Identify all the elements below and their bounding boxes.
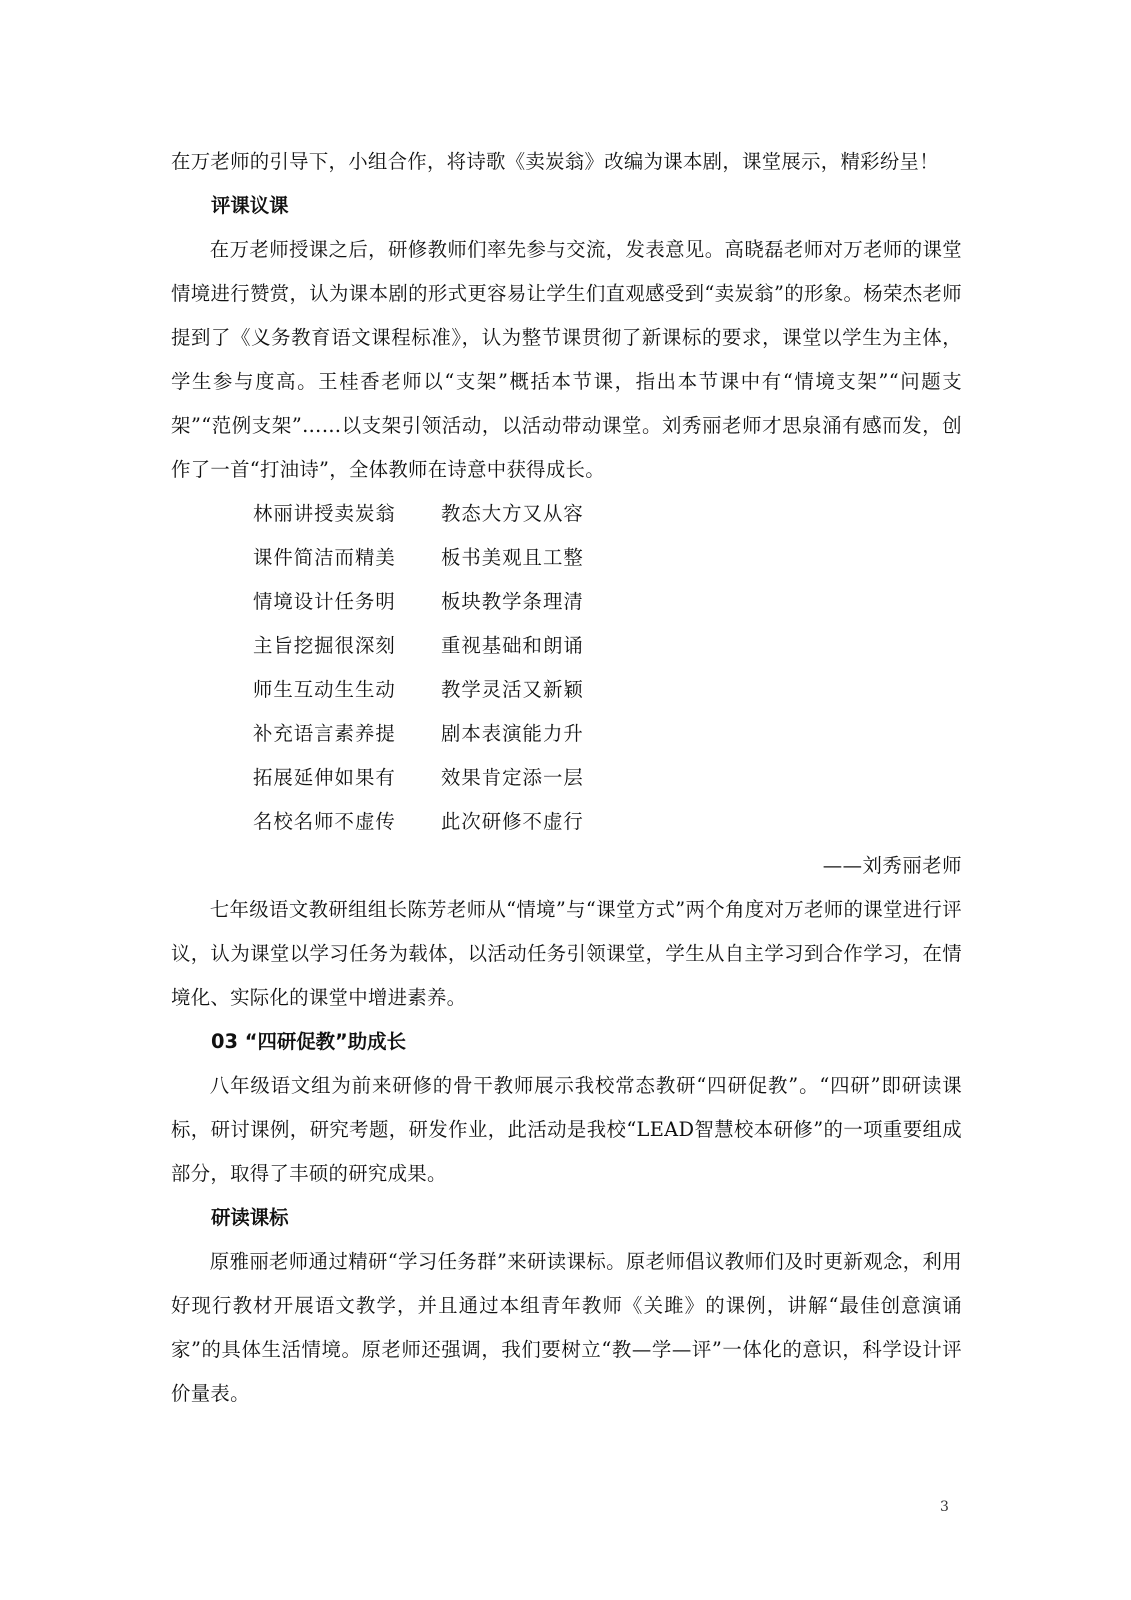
poem-line-right: 效果肯定添一层 (441, 766, 584, 789)
poem-line-left: 拓展延伸如果有 (253, 766, 396, 789)
intro-paragraph: 在万老师的引导下，小组合作，将诗歌《卖炭翁》改编为课本剧，课堂展示，精彩纷呈！ (171, 150, 939, 173)
poem-line-left: 名校名师不虚传 (253, 810, 396, 833)
poem-line (253, 624, 962, 668)
poem-signature: ——刘秀丽老师 (822, 854, 962, 877)
review-body-paragraph: 在万老师授课之后，研修教师们率先参与交流，发表意见。高晓磊老师对万老师的课堂情境进行赞赏，认为课本剧的形式更容易让学生们直观感受到“卖炭翁”的形象。杨荣杰老师提到了《义务教育语文课程标准》，认为整节课贯彻了新课标的要求，课堂以学生为主体，学生参与度高。王桂香老师以“支架”概括本节课，指出本节课中有“情境支架”“问题支架”“范例支架”……以支架引领活动，以活动带动课堂。刘秀丽老师才思泉涌有感而发，创作了一首“打油诗”，全体教师在诗意中获得成长。 (171, 238, 962, 481)
poem-line (253, 580, 962, 624)
poem-line-right: 板书美观且工整 (441, 546, 584, 569)
poem-line (253, 800, 962, 844)
poem-line-left: 师生互动生生动 (253, 678, 396, 701)
poem-line (253, 536, 962, 580)
chen-comment-paragraph: 七年级语文教研组组长陈芳老师从“情境”与“课堂方式”两个角度对万老师的课堂进行评议，认为课堂以学习任务为载体，以活动任务引领课堂，学生从自主学习到合作学习，在情境化、实际化的课堂中增进素养。 (171, 898, 962, 1009)
poem-line (253, 668, 962, 712)
poem-line (253, 492, 962, 536)
page-number: 3 (940, 1499, 949, 1515)
poem-line-right: 教学灵活又新颖 (441, 678, 584, 701)
review-heading: 评课议课 (211, 194, 289, 217)
poem (171, 492, 962, 844)
poem-line-left: 课件简洁而精美 (253, 546, 396, 569)
poem-line-left: 补充语言素养提 (253, 722, 396, 745)
poem-line (253, 756, 962, 800)
section3-body-paragraph: 八年级语文组为前来研修的骨干教师展示我校常态教研“四研促教”。“四研”即研读课标，研讨课例，研究考题，研发作业，此活动是我校“LEAD智慧校本研修”的一项重要组成部分，取得了丰硕的研究成果。 (171, 1074, 962, 1185)
poem-line-right: 剧本表演能力升 (441, 722, 584, 745)
standards-body-paragraph: 原雅丽老师通过精研“学习任务群”来研读课标。原老师倡议教师们及时更新观念，利用好现行教材开展语文教学，并且通过本组青年教师《关雎》的课例，讲解“最佳创意演诵家”的具体生活情境。原老师还强调，我们要树立“教—学—评”一体化的意识，科学设计评价量表。 (171, 1250, 962, 1405)
section3-heading: 03 “四研促教”助成长 (211, 1030, 406, 1053)
poem-line-left: 林丽讲授卖炭翁 (253, 502, 396, 525)
poem-line-right: 重视基础和朗诵 (441, 634, 584, 657)
poem-line-left: 情境设计任务明 (253, 590, 396, 613)
poem-line (253, 712, 962, 756)
standards-heading: 研读课标 (211, 1206, 289, 1229)
poem-line-right: 板块教学条理清 (441, 590, 584, 613)
page-content (171, 140, 962, 1416)
poem-line-right: 此次研修不虚行 (441, 810, 584, 833)
poem-line-right: 教态大方又从容 (441, 502, 584, 525)
poem-line-left: 主旨挖掘很深刻 (253, 634, 396, 657)
